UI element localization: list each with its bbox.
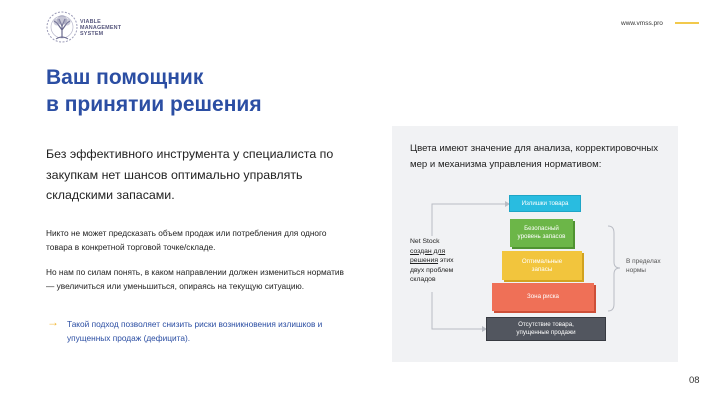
risk-zone-label: Зона риска: [526, 293, 560, 300]
optimal-stock-block: [502, 251, 582, 280]
arrow-right-icon: →: [47, 315, 59, 329]
stockout-label-2: упущенные продажи: [516, 329, 576, 336]
stockout-block: [486, 317, 606, 341]
slide-title: [46, 64, 262, 118]
body-paragraph-1: Никто не может предсказать объем продаж или потребления для одного товара в конкретной торговой точке/складе.: [46, 228, 327, 252]
safe-stock-block: [510, 219, 573, 247]
netstock-annotation: [410, 237, 490, 285]
netstock-line-3b: этих: [438, 257, 454, 264]
panel-description: Цвета имеют значение для анализа, корректировочных мер и механизма управления нормативом:: [410, 143, 659, 170]
logo-line-2: MANAGEMENT: [80, 25, 122, 31]
norm-line-1: В пределах: [626, 258, 661, 265]
netstock-line-3: решения: [410, 257, 439, 264]
norm-line-2: нормы: [626, 267, 646, 274]
highlight-note: Такой подход позволяет снизить риски возникновения излишков и упущенных продаж (дефицита).: [67, 319, 323, 343]
netstock-line-5: складов: [410, 276, 436, 283]
logo-wordmark: [80, 19, 121, 37]
title-line-2: в принятии решения: [46, 93, 262, 116]
body-paragraph-2: Но нам по силам понять, в каком направлении должен измениться норматив — увеличиться или уменьшиться, опираясь на текущую ситуацию.: [46, 267, 344, 291]
excess-stock-block: [509, 195, 581, 212]
netstock-line-2: создан для: [410, 247, 446, 255]
excess-stock-label: Излишки товара: [521, 199, 569, 207]
company-logo: [46, 8, 136, 48]
tree-logo-icon: [46, 8, 78, 48]
safe-stock-label-1: Безопасный: [524, 225, 559, 232]
risk-zone-block: [492, 283, 594, 311]
netstock-line-1: Net Stock: [410, 238, 440, 245]
optimal-stock-label-1: Оптимальные: [521, 257, 563, 265]
norm-annotation: [626, 257, 676, 275]
title-line-1: Ваш помощник: [46, 66, 204, 89]
optimal-stock-label-2: запасы: [531, 265, 553, 273]
lead-paragraph: Без эффективного инструмента у специалиста по закупкам нет шансов оптимально управлять складскими запасами.: [46, 147, 334, 202]
stockout-label-1: Отсутствие товара,: [518, 321, 574, 328]
page-number: 08: [689, 375, 700, 386]
logo-line-3: SYSTEM: [80, 31, 104, 37]
netstock-line-4: двух проблем: [410, 266, 454, 274]
header-accent-line: [675, 22, 699, 24]
website-link[interactable]: www.vmss.pro: [621, 20, 663, 27]
safe-stock-label-2: уровень запасов: [517, 233, 566, 240]
logo-line-1: VIABLE: [80, 19, 101, 25]
